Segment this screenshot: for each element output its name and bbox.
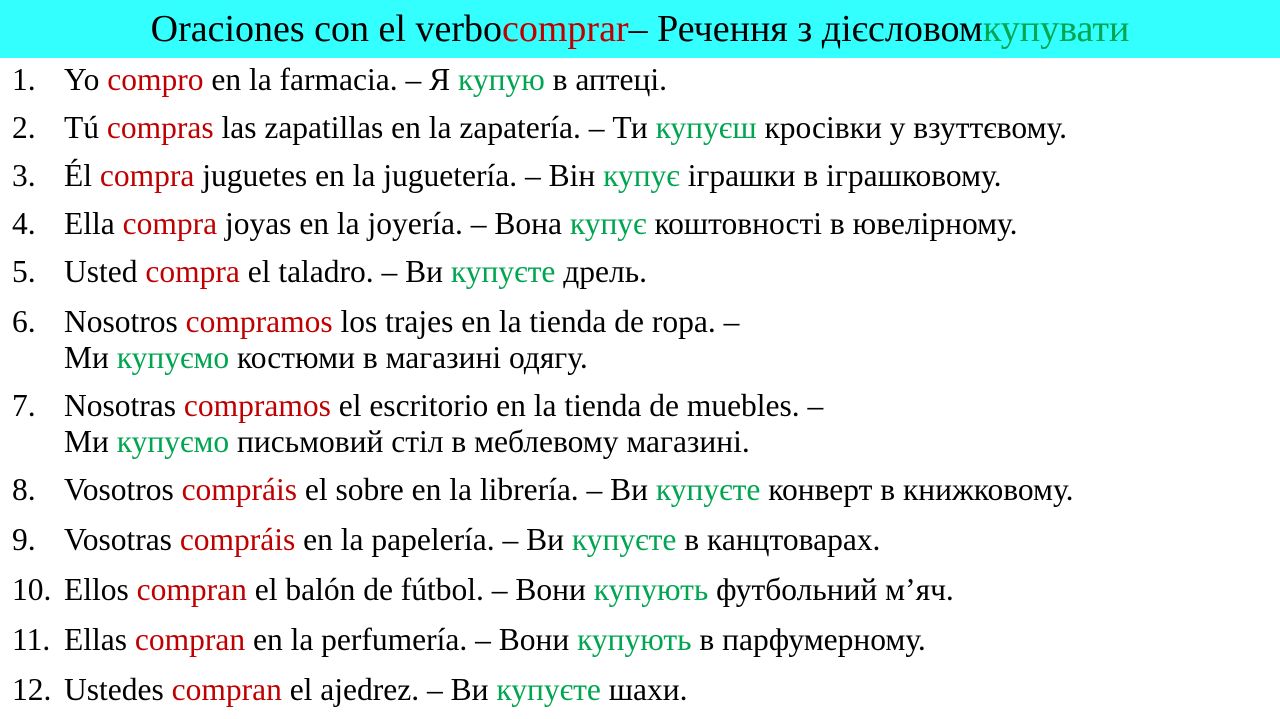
- page-title: [0, 0, 1280, 58]
- sentence-text: Nosotras: [64, 388, 184, 423]
- sentence-text: в аптеці.: [544, 62, 668, 97]
- sentence-text: las zapatillas en la zapatería. – Ти: [213, 110, 656, 145]
- sentence-text: Vosotras: [64, 522, 180, 557]
- sentence-text: el taladro. – Ви: [239, 254, 451, 289]
- sentence-line: [64, 522, 880, 558]
- sentence-text: шахи.: [600, 672, 688, 707]
- item-number: 1.: [12, 62, 36, 97]
- sentence-text: en la perfumería. – Вони: [245, 622, 578, 657]
- item-number: 3.: [12, 158, 36, 193]
- sentence-text: los trajes en la tienda de ropa. –: [332, 304, 740, 339]
- spanish-verb: compro: [107, 62, 204, 97]
- spanish-verb: compran: [136, 572, 247, 607]
- sentence-text: el sobre en la librería. – Ви: [297, 472, 656, 507]
- sentence-text: en la papelería. – Ви: [295, 522, 572, 557]
- sentence-text: іграшки в іграшковому.: [679, 158, 1002, 193]
- sentence-text: письмовий стіл в меблевому магазині.: [229, 424, 750, 459]
- item-number: 6.: [12, 304, 36, 339]
- sentence-text: кросівки у взуттєвому.: [756, 110, 1067, 145]
- ukrainian-verb: купуємо: [116, 424, 230, 459]
- sentence-text: Ustedes: [64, 672, 172, 707]
- sentence-line: [64, 472, 1073, 508]
- ukrainian-verb: купую: [457, 62, 545, 97]
- sentence-text: футбольний м’яч.: [708, 572, 954, 607]
- item-number: 2.: [12, 110, 36, 145]
- sentence-line: [64, 62, 667, 98]
- sentence-text: el balón de fútbol. – Вони: [246, 572, 594, 607]
- spanish-verb: compra: [99, 158, 195, 193]
- sentence-line: [64, 388, 823, 424]
- ukrainian-verb: купуєте: [655, 472, 761, 507]
- sentence-line: [64, 206, 1018, 242]
- sentence-text: Él: [64, 158, 100, 193]
- sentence-text: Ми: [64, 424, 117, 459]
- sentence-text: en la farmacia. – Я: [203, 62, 458, 97]
- title-verb-spanish: comprar: [501, 8, 629, 50]
- ukrainian-verb: купує: [603, 158, 680, 193]
- sentence-line: [64, 622, 926, 658]
- ukrainian-verb: купує: [569, 206, 647, 241]
- spanish-verb: compra: [145, 254, 240, 289]
- sentence-line-continued: [64, 424, 750, 460]
- sentence-text: Ми: [64, 340, 117, 375]
- title-prefix: Oraciones con el verbo: [150, 8, 502, 50]
- sentence-text: в канцтоварах.: [676, 522, 881, 557]
- item-number: 10.: [12, 572, 52, 607]
- title-verb-ukrainian: купувати: [982, 8, 1130, 50]
- sentence-text: дрель.: [555, 254, 647, 289]
- item-number: 7.: [12, 388, 36, 423]
- sentence-text: Vosotros: [64, 472, 182, 507]
- sentence-text: juguetes en la juguetería. – Він: [194, 158, 604, 193]
- spanish-verb: compra: [122, 206, 218, 241]
- ukrainian-verb: купуєте: [450, 254, 556, 289]
- sentence-line: [64, 672, 687, 708]
- sentence-line: [64, 254, 647, 290]
- spanish-verb: compramos: [185, 304, 333, 339]
- ukrainian-verb: купуєш: [655, 110, 757, 145]
- sentence-text: конверт в книжковому.: [760, 472, 1074, 507]
- ukrainian-verb: купують: [593, 572, 709, 607]
- sentence-text: Ella: [64, 206, 123, 241]
- item-number: 5.: [12, 254, 36, 289]
- ukrainian-verb: купуєте: [496, 672, 601, 707]
- sentence-text: Ellas: [64, 622, 135, 657]
- item-number: 11.: [12, 622, 51, 657]
- sentence-text: Tú: [64, 110, 107, 145]
- item-number: 4.: [12, 206, 36, 241]
- spanish-verb: compráis: [179, 522, 296, 557]
- ukrainian-verb: купуємо: [116, 340, 230, 375]
- spanish-verb: compran: [171, 672, 282, 707]
- ukrainian-verb: купують: [577, 622, 692, 657]
- sentence-line: [64, 304, 739, 340]
- sentence-text: в парфумерному.: [691, 622, 926, 657]
- item-number: 9.: [12, 522, 36, 557]
- sentence-text: el escritorio en la tienda de muebles. –: [330, 388, 824, 423]
- ukrainian-verb: купуєте: [571, 522, 677, 557]
- sentence-line: [64, 572, 954, 608]
- sentence-line: [64, 110, 1067, 146]
- item-number: 8.: [12, 472, 36, 507]
- sentence-text: Usted: [64, 254, 146, 289]
- sentence-line-continued: [64, 340, 588, 376]
- spanish-verb: compráis: [181, 472, 298, 507]
- sentence-text: костюми в магазині одягу.: [229, 340, 588, 375]
- spanish-verb: compran: [134, 622, 246, 657]
- sentence-text: коштовності в ювелірному.: [646, 206, 1018, 241]
- spanish-verb: compras: [106, 110, 214, 145]
- sentence-line: [64, 158, 1002, 194]
- sentence-text: el ajedrez. – Ви: [281, 672, 497, 707]
- item-number: 12.: [12, 672, 52, 707]
- spanish-verb: compramos: [183, 388, 331, 423]
- sentence-text: Yo: [64, 62, 108, 97]
- sentence-text: Nosotros: [64, 304, 186, 339]
- sentence-text: joyas en la joyería. – Вона: [217, 206, 570, 241]
- sentence-text: Ellos: [64, 572, 137, 607]
- title-middle: – Речення з дієсловом: [628, 8, 983, 50]
